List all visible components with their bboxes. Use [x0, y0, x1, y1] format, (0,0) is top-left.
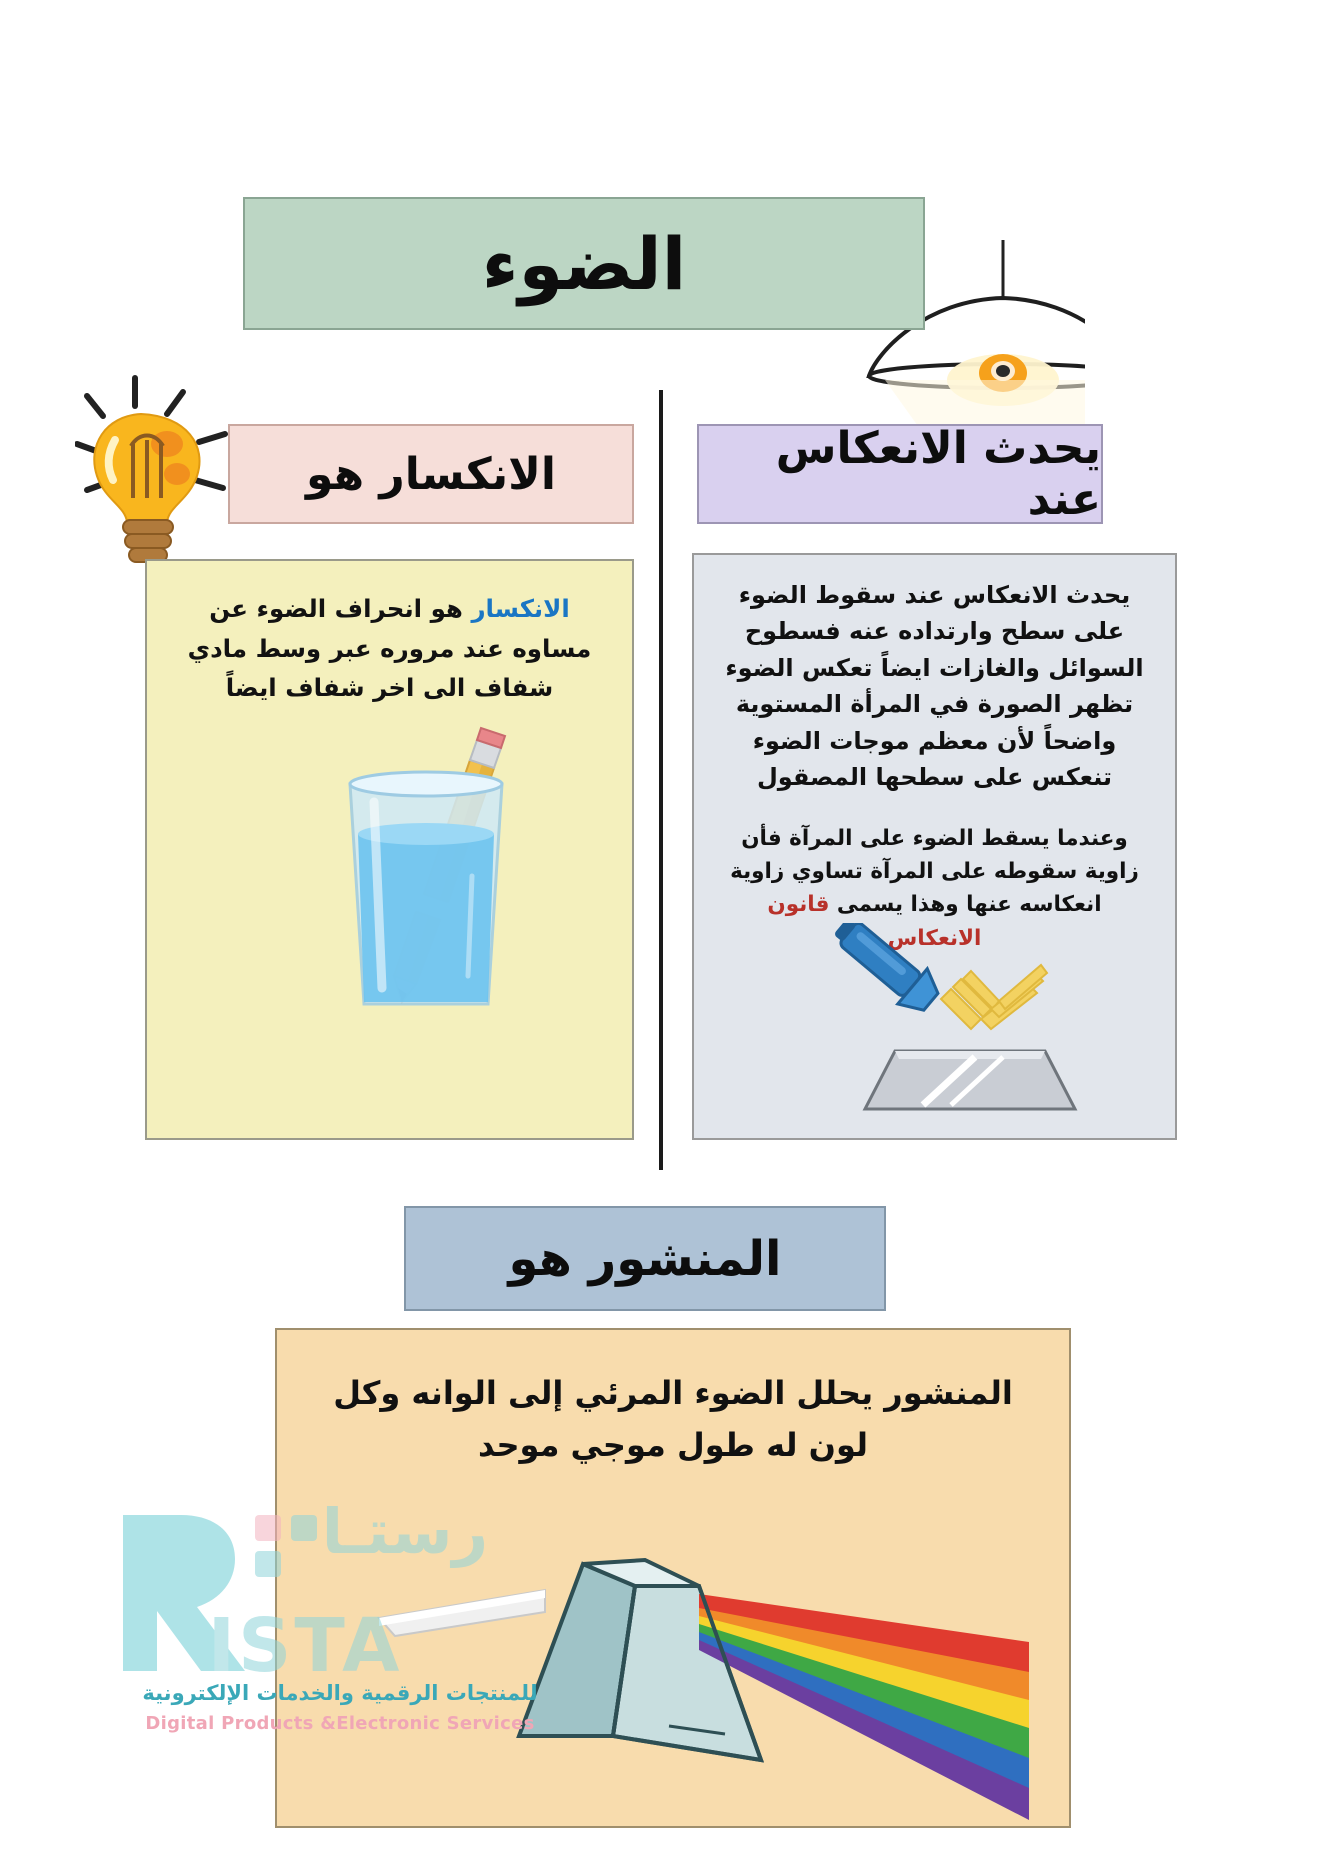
refraction-header [228, 424, 634, 524]
glass-of-water-with-pencil-icon [147, 726, 632, 1016]
page-title-text: الضوء [481, 221, 687, 306]
reflection-header-text: يحدث الانعكاس عند [775, 423, 1101, 525]
refraction-header-text: الانكسار هو [306, 448, 556, 500]
refraction-paragraph [177, 589, 602, 708]
reflection-card [692, 553, 1177, 1140]
prism-header-text: المنشور هو [508, 1230, 782, 1287]
light-bulb-icon [75, 370, 250, 570]
svg-text:رستـا: رستـا [321, 1495, 489, 1568]
prism-card [275, 1328, 1071, 1828]
refraction-body-rest: هو انحراف الضوء عن مساوه عند مروره عبر وسط مادي شفاف الى اخر شفاف ايضاً [187, 594, 592, 703]
prism-splitting-light-icon [277, 1490, 1069, 1820]
column-divider [659, 390, 663, 1170]
refraction-keyword: الانكسار [471, 594, 570, 623]
flashlight-beam-on-mirror-icon [694, 923, 1175, 1138]
reflection-law-keyword: قانون الانعكاس [767, 892, 982, 951]
prism-paragraph: المنشور يحلل الضوء المرئي إلى الوانه وكل لون له طول موجي موحد [333, 1374, 1013, 1464]
reflection-paragraph-1: يحدث الانعكاس عند سقوط الضوء على سطح وارتداده عنه فسطوح السوائل والغازات ايضاً تعكس الضوء تظهر الصورة في المرأة المستوية واضحاً لأن معظم موجات الضوء تنعكس على سطحها المصقول [725, 581, 1144, 792]
watermark-subtitle-en: Digital Products &Electronic Services [145, 1713, 535, 1734]
reflection-header [697, 424, 1103, 524]
svg-text:ISTA: ISTA [207, 1603, 403, 1689]
refraction-card [145, 559, 634, 1140]
watermark-subtitle-ar: للمنتجات الرقمية والخدمات الإلكترونية [142, 1681, 538, 1705]
prism-header [404, 1206, 886, 1311]
page-title [243, 197, 925, 330]
reflection-paragraph-2-text: وعندما يسقط الضوء على المرآة فأن زاوية سقوطه على المرآة تساوي زاوية انعكاسه عنها وهذا يسمى [730, 825, 1139, 918]
